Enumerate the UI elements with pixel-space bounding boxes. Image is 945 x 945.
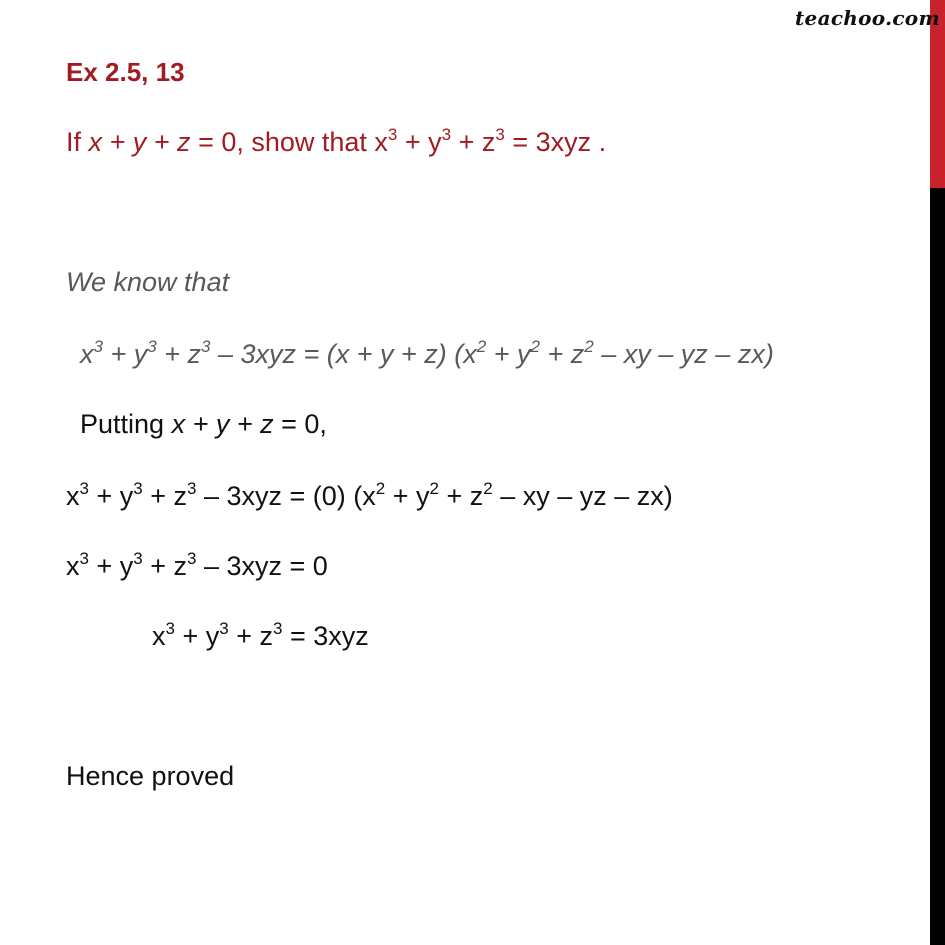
exponent: 2 [530, 337, 541, 356]
exponent: 3 [133, 549, 143, 568]
term: – xy – yz – zx) [492, 481, 673, 511]
term: + y [486, 339, 531, 369]
term: = 3xyz [282, 621, 369, 651]
exponent: 3 [133, 479, 143, 498]
term: + y [385, 481, 430, 511]
conclusion-text: Hence proved [66, 761, 235, 791]
exponent: 2 [483, 479, 493, 498]
question-prefix: If [66, 127, 89, 157]
exponent: 3 [93, 337, 103, 356]
exponent: 2 [375, 479, 386, 498]
term: + y [88, 551, 134, 581]
identity-line [80, 338, 774, 370]
putting-expr: x + y + z [171, 409, 274, 439]
exponent: 2 [584, 337, 594, 356]
step-1-line [66, 480, 673, 512]
side-bar [930, 0, 945, 945]
exponent: 3 [79, 479, 89, 498]
exponent: 2 [429, 479, 439, 498]
putting-rest: = 0, [273, 409, 327, 439]
putting-word: Putting [80, 409, 172, 439]
question-mid: = 0, show that x [190, 127, 388, 157]
question-suffix: = 3xyz . [504, 127, 607, 157]
exponent: 3 [165, 619, 175, 638]
term: + z [438, 481, 484, 511]
brand-logo: teachoo.com [795, 6, 940, 30]
question-condition: x + y + z [88, 127, 191, 157]
term: x [66, 481, 80, 511]
step-3-line [152, 620, 369, 652]
exponent: 3 [201, 337, 211, 356]
exponent: 3 [495, 125, 505, 144]
we-know-label: We know that [66, 267, 230, 297]
term: + z [142, 551, 187, 581]
term: x [152, 621, 166, 651]
exponent: 3 [187, 479, 197, 498]
term: – 3xyz = 0 [196, 551, 328, 581]
term: + z [540, 339, 585, 369]
question-text [66, 126, 606, 158]
question-term: + z [451, 127, 496, 157]
exponent: 3 [273, 619, 283, 638]
term: – xy – yz – zx) [593, 339, 774, 369]
term: + z [142, 481, 187, 511]
term: – 3xyz = (0) (x [196, 481, 376, 511]
step-2-line [66, 550, 328, 582]
question-term: + y [397, 127, 442, 157]
term: + y [88, 481, 134, 511]
term: – 3xyz = (x + y + z) (x [210, 339, 477, 369]
exponent: 3 [187, 549, 197, 568]
putting-line [80, 408, 327, 440]
term: + y [102, 339, 148, 369]
exponent: 3 [147, 337, 157, 356]
exponent: 2 [476, 337, 487, 356]
exponent: 3 [219, 619, 229, 638]
exponent: 3 [79, 549, 89, 568]
exercise-title: Ex 2.5, 13 [66, 57, 185, 87]
term: + y [174, 621, 220, 651]
term: + z [156, 339, 201, 369]
exponent: 3 [441, 125, 452, 144]
term: x [80, 339, 94, 369]
exponent: 3 [387, 125, 398, 144]
term: x [66, 551, 80, 581]
term: + z [228, 621, 273, 651]
